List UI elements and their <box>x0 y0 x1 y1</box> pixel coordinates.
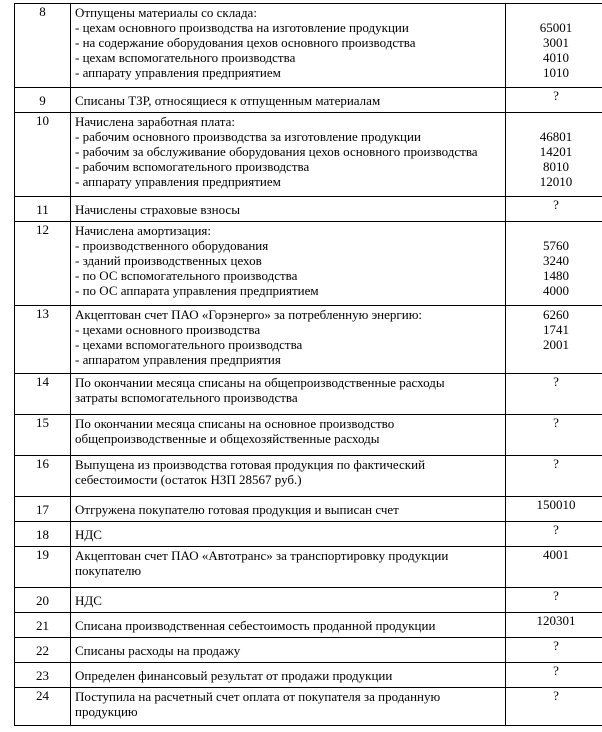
table-row <box>15 456 602 497</box>
operations-table-container <box>14 3 602 726</box>
amount-line: 14201 <box>539 144 573 159</box>
operation-description <box>71 547 506 588</box>
operation-number: 20 <box>15 588 71 613</box>
amount-line <box>510 5 602 20</box>
description-line: - зданий производственных цехов <box>75 253 262 268</box>
operation-description <box>71 456 506 497</box>
table-row <box>15 415 602 456</box>
operation-number: 12 <box>15 222 71 306</box>
description-line: затраты вспомогательного производства <box>75 390 298 405</box>
amount-line: ? <box>553 588 559 603</box>
description-line: Начислена амортизация: <box>75 223 212 238</box>
description-line: Начислена заработная плата: <box>75 114 235 129</box>
amount-line: ? <box>553 522 559 537</box>
operation-description <box>71 688 506 726</box>
description-line: НДС <box>75 592 102 608</box>
operation-amount <box>506 4 602 88</box>
operation-description <box>71 306 506 374</box>
amount-line: 120301 <box>536 613 576 628</box>
amount-line: 8010 <box>543 159 569 174</box>
description-line: Списаны ТЗР, относящиеся к отпущенным материалам <box>75 92 381 108</box>
table-row <box>15 113 602 197</box>
operation-amount <box>506 456 602 497</box>
table-row <box>15 638 602 663</box>
operation-number: 19 <box>15 547 71 588</box>
operation-description <box>71 497 506 522</box>
description-line: Акцептован счет ПАО «Автотранс» за транспортировку продукции <box>75 548 449 563</box>
amount-line: 5760 <box>543 238 569 253</box>
description-line: продукцию <box>75 704 138 719</box>
operation-number: 21 <box>15 613 71 638</box>
operation-number: 8 <box>15 4 71 88</box>
table-row <box>15 4 602 88</box>
operation-description <box>71 522 506 547</box>
amount-line: 1010 <box>543 65 569 80</box>
table-row <box>15 306 602 374</box>
operation-number: 22 <box>15 638 71 663</box>
operation-amount <box>506 613 602 638</box>
table-row <box>15 688 602 726</box>
amount-line: 1741 <box>543 322 569 337</box>
description-line: - по ОС вспомогательного производства <box>75 268 298 283</box>
table-row <box>15 588 602 613</box>
description-line: НДС <box>75 526 102 542</box>
operation-number: 17 <box>15 497 71 522</box>
operation-amount <box>506 88 602 113</box>
table-row <box>15 613 602 638</box>
amount-line: ? <box>553 374 559 389</box>
description-line: - по ОС аппарата управления предприятием <box>75 283 319 298</box>
operation-description <box>71 374 506 415</box>
operation-description <box>71 222 506 306</box>
description-line: - аппаратом управления предприятия <box>75 352 281 367</box>
operations-table <box>14 3 602 726</box>
description-line: Отпущены материалы со склада: <box>75 5 257 20</box>
description-line: - рабочим вспомогательного производства <box>75 159 310 174</box>
operation-number: 13 <box>15 306 71 374</box>
operation-description <box>71 88 506 113</box>
description-line: Поступила на расчетный счет оплата от покупателя за проданную <box>75 689 441 704</box>
description-line: - аппарату управления предприятием <box>75 174 281 189</box>
amount-line: 65001 <box>539 20 573 35</box>
operation-description <box>71 197 506 222</box>
table-row <box>15 547 602 588</box>
description-line: - цехам основного производства на изготовление продукции <box>75 20 409 35</box>
description-line: Определен финансовый результат от продажи продукции <box>75 667 393 683</box>
operation-amount <box>506 638 602 663</box>
description-line: общепроизводственные и общехозяйственные расходы <box>75 431 380 446</box>
operation-number: 11 <box>15 197 71 222</box>
table-row <box>15 522 602 547</box>
operation-amount <box>506 222 602 306</box>
operation-description <box>71 588 506 613</box>
description-line: - рабочим основного производства за изготовление продукции <box>75 129 421 144</box>
table-row <box>15 197 602 222</box>
amount-line: 3001 <box>543 35 569 50</box>
table-row <box>15 374 602 415</box>
amount-line: 3240 <box>543 253 569 268</box>
description-line: - рабочим за обслуживание оборудования цехов основного производства <box>75 144 478 159</box>
operation-number: 18 <box>15 522 71 547</box>
operation-amount <box>506 197 602 222</box>
table-row <box>15 88 602 113</box>
description-line: - цехами вспомогательного производства <box>75 337 303 352</box>
operation-amount <box>506 113 602 197</box>
operation-amount <box>506 588 602 613</box>
operation-number: 15 <box>15 415 71 456</box>
operation-amount <box>506 663 602 688</box>
description-line: - аппарату управления предприятием <box>75 65 281 80</box>
operation-amount <box>506 522 602 547</box>
amount-line: 46801 <box>539 129 573 144</box>
amount-line: ? <box>553 638 559 653</box>
operation-description <box>71 113 506 197</box>
operation-description <box>71 638 506 663</box>
operation-amount <box>506 688 602 726</box>
amount-line: 2001 <box>543 337 569 352</box>
amount-line <box>510 114 602 129</box>
amount-line: 150010 <box>536 497 576 512</box>
operation-description <box>71 415 506 456</box>
operation-amount <box>506 374 602 415</box>
operation-number: 16 <box>15 456 71 497</box>
amount-line: ? <box>553 663 559 678</box>
table-row <box>15 663 602 688</box>
description-line: Начислены страховые взносы <box>75 201 240 217</box>
operation-description <box>71 663 506 688</box>
description-line: - цехам вспомогательного производства <box>75 50 296 65</box>
operation-number: 23 <box>15 663 71 688</box>
description-line: покупателю <box>75 563 142 578</box>
operation-amount <box>506 306 602 374</box>
description-line: себестоимости (остаток НЗП 28567 руб.) <box>75 472 302 487</box>
amount-line: ? <box>553 415 559 430</box>
description-line: Выпущена из производства готовая продукция по фактический <box>75 457 426 472</box>
operation-number: 9 <box>15 88 71 113</box>
amount-line: ? <box>553 456 559 471</box>
amount-line: 4000 <box>543 283 569 298</box>
table-row <box>15 497 602 522</box>
operation-amount <box>506 497 602 522</box>
operation-amount <box>506 547 602 588</box>
description-line: По окончании месяца списаны на общепроизводственные расходы <box>75 375 445 390</box>
operation-description <box>71 613 506 638</box>
description-line: По окончании месяца списаны на основное производство <box>75 416 395 431</box>
amount-line: ? <box>553 88 559 103</box>
description-line: Акцептован счет ПАО «Горэнерго» за потребленную энергию: <box>75 307 423 322</box>
description-line: Списана производственная себестоимость проданной продукции <box>75 617 436 633</box>
amount-line: ? <box>553 197 559 212</box>
operations-table-body <box>15 4 602 726</box>
amount-line <box>510 223 602 238</box>
amount-line <box>510 352 602 367</box>
description-line: Отгружена покупателю готовая продукция и выписан счет <box>75 501 399 517</box>
amount-line: 4010 <box>543 50 569 65</box>
description-line: - цехами основного производства <box>75 322 261 337</box>
table-row <box>15 222 602 306</box>
amount-line: 12010 <box>539 174 573 189</box>
operation-description <box>71 4 506 88</box>
description-line: - на содержание оборудования цехов основного производства <box>75 35 416 50</box>
amount-line: 4001 <box>543 547 569 562</box>
description-line: Списаны расходы на продажу <box>75 642 241 658</box>
amount-line: ? <box>553 688 559 703</box>
amount-line: 1480 <box>543 268 569 283</box>
description-line: - производственного оборудования <box>75 238 269 253</box>
operation-number: 14 <box>15 374 71 415</box>
operation-number: 10 <box>15 113 71 197</box>
amount-line: 6260 <box>543 307 569 322</box>
operation-amount <box>506 415 602 456</box>
operation-number: 24 <box>15 688 71 726</box>
